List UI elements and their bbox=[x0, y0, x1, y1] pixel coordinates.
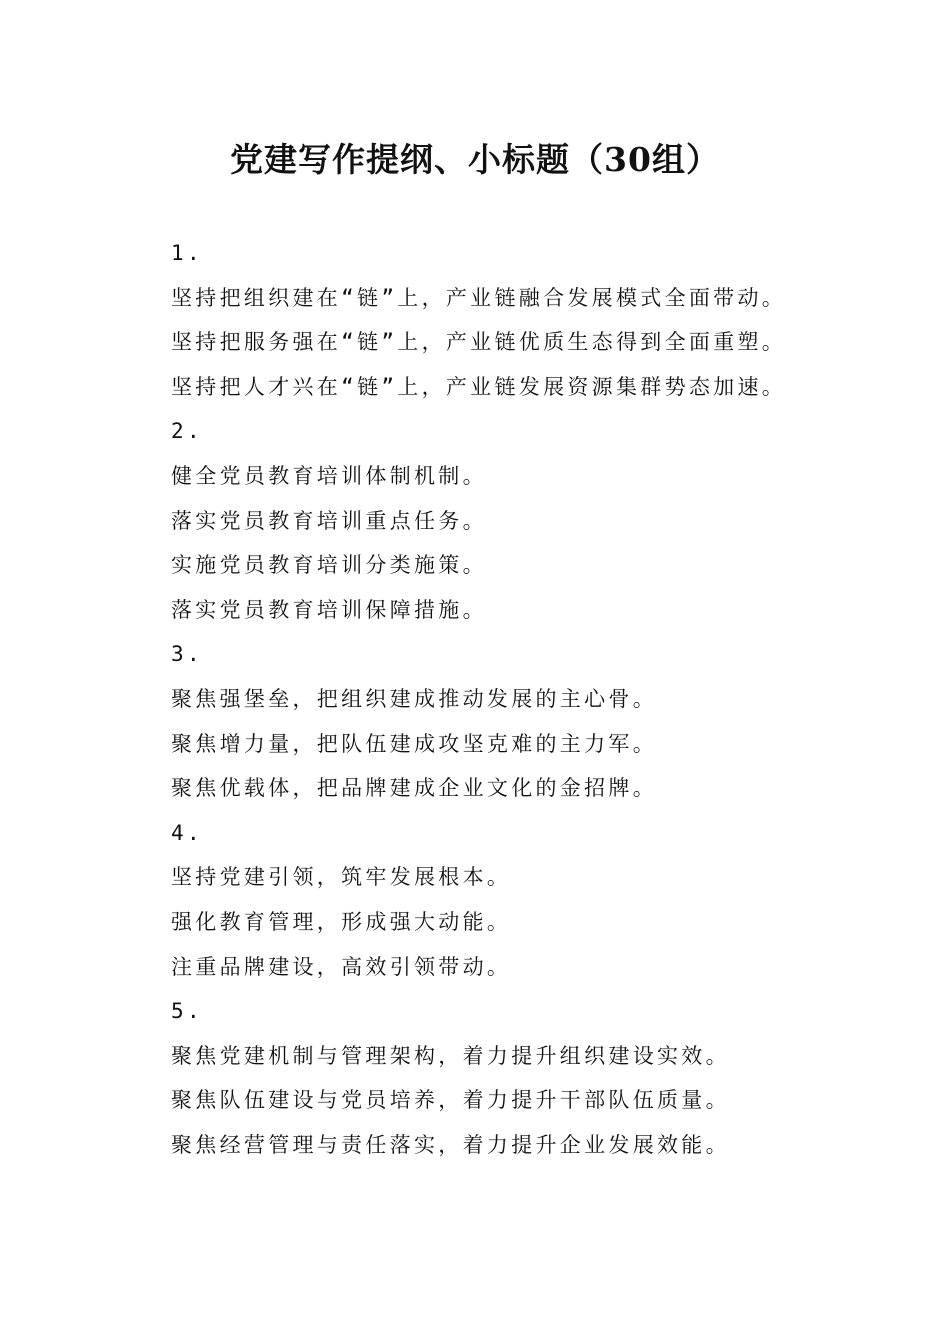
outline-item: 实施党员教育培训分类施策。 bbox=[171, 553, 487, 578]
outline-item: 聚焦增力量，把队伍建成攻坚克难的主力军。 bbox=[171, 731, 657, 756]
outline-item: 聚焦党建机制与管理架构，着力提升组织建设实效。 bbox=[171, 1043, 730, 1068]
outline-item: 注重品牌建设，高效引领带动。 bbox=[171, 954, 512, 979]
page-title: 党建写作提纲、小标题（30组） bbox=[230, 140, 720, 179]
section-number: 5. bbox=[171, 999, 203, 1024]
outline-item: 落实党员教育培训保障措施。 bbox=[171, 597, 487, 622]
outline-item: 坚持把人才兴在“链”上，产业链发展资源集群势态加速。 bbox=[171, 374, 787, 399]
outline-item: 坚持把组织建在“链”上，产业链融合发展模式全面带动。 bbox=[171, 285, 787, 310]
section-number: 3. bbox=[171, 642, 203, 667]
outline-item: 强化教育管理，形成强大动能。 bbox=[171, 909, 512, 934]
outline-item: 健全党员教育培训体制机制。 bbox=[171, 463, 487, 488]
section-number: 4. bbox=[171, 820, 203, 845]
outline-item: 落实党员教育培训重点任务。 bbox=[171, 508, 487, 533]
outline-item: 坚持把服务强在“链”上，产业链优质生态得到全面重塑。 bbox=[171, 330, 787, 355]
outline-item: 聚焦优载体，把品牌建成企业文化的金招牌。 bbox=[171, 776, 657, 801]
outline-item: 聚焦经营管理与责任落实，着力提升企业发展效能。 bbox=[171, 1132, 730, 1157]
outline-item: 坚持党建引领，筑牢发展根本。 bbox=[171, 865, 512, 890]
section-number: 1. bbox=[171, 241, 203, 265]
section-number: 2. bbox=[171, 419, 203, 444]
document-body bbox=[171, 231, 861, 1167]
outline-item: 聚焦强堡垒，把组织建成推动发展的主心骨。 bbox=[171, 686, 657, 711]
outline-item: 聚焦队伍建设与党员培养，着力提升干部队伍质量。 bbox=[171, 1088, 730, 1113]
